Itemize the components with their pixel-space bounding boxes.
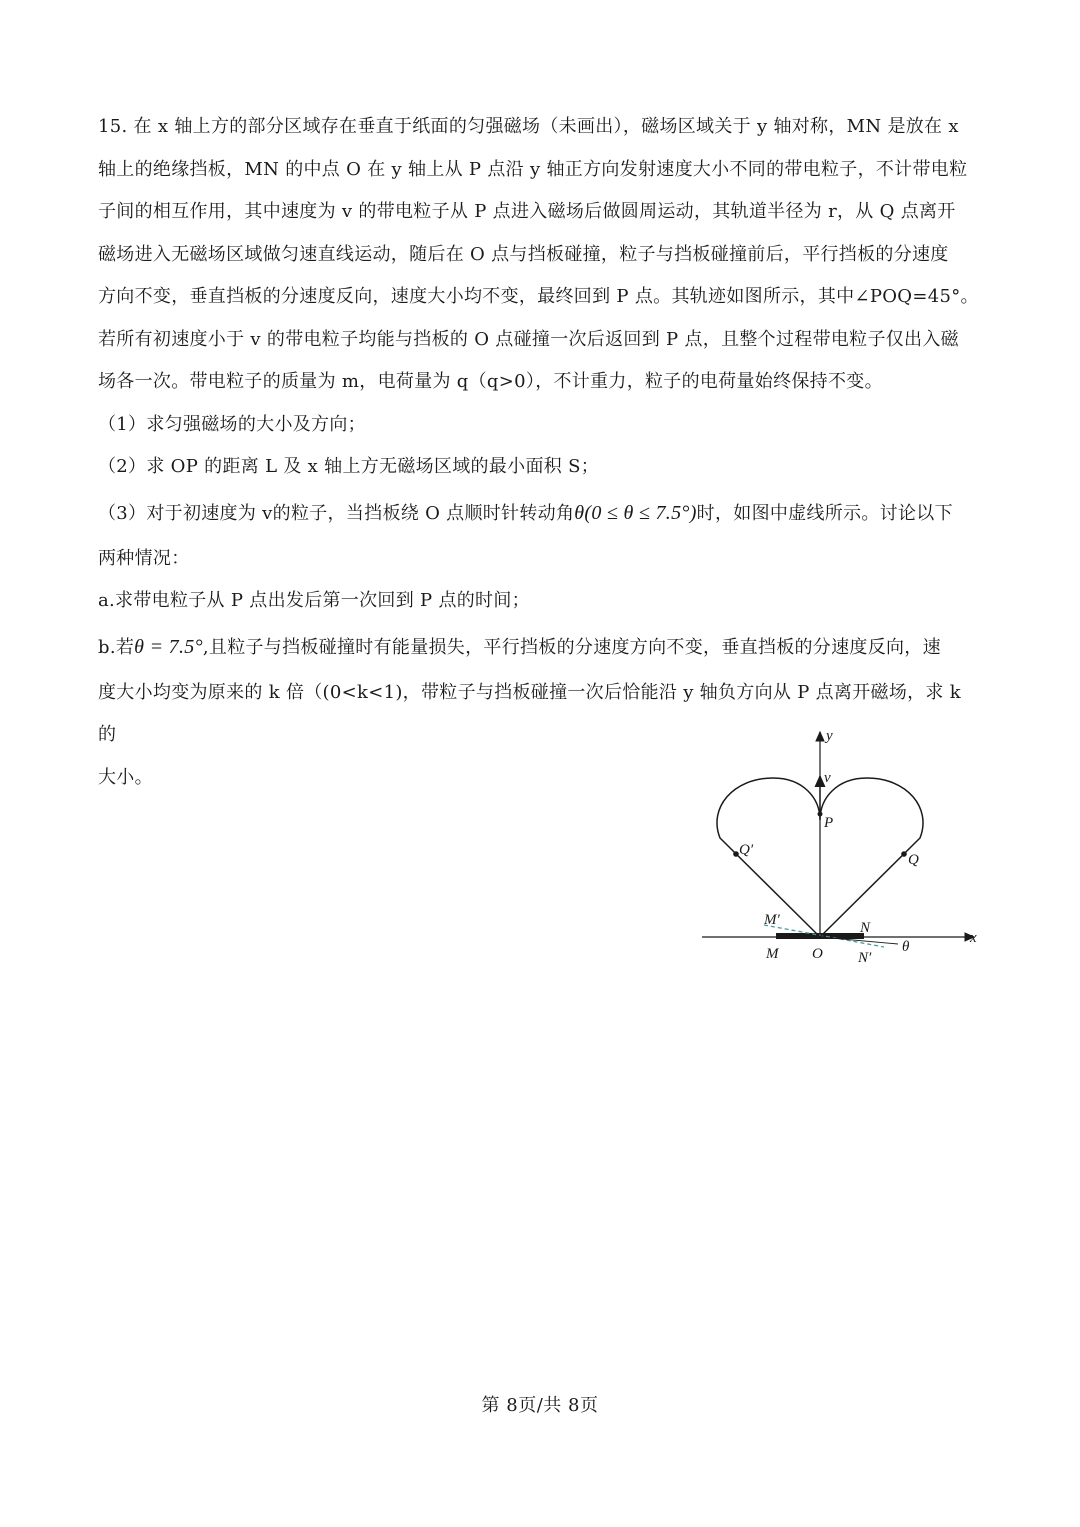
label-M: M	[766, 946, 779, 962]
part-b-prefix: b.若	[98, 636, 135, 658]
part-3-text-end: 时，如图中虚线所示。讨论以下	[696, 502, 953, 524]
point-P	[818, 812, 823, 817]
trajectory-figure	[698, 728, 988, 968]
problem-line: 子间的相互作用，其中速度为 v 的带电粒子从 P 点进入磁场后做圆周运动，其轨道半径为 r，从 Q 点离开	[98, 201, 956, 222]
question-part-3	[98, 489, 982, 538]
label-x: x	[970, 930, 977, 946]
problem-line: 方向不变，垂直挡板的分速度反向，速度大小均不变，最终回到 P 点。其轨迹如图所示，其中∠POQ=45°。	[98, 286, 979, 307]
label-Q: Q	[908, 852, 919, 868]
label-Q-prime: Q′	[739, 842, 754, 858]
question-part-1: （1）求匀强磁场的大小及方向；	[98, 413, 366, 435]
problem-line: 轴上的绝缘挡板，MN 的中点 O 在 y 轴上从 P 点沿 y 轴正方向发射速度大小不同的带电粒子，不计带电粒	[98, 158, 968, 180]
label-v: v	[824, 770, 831, 786]
problem-line: 场各一次。带电粒子的质量为 m，电荷量为 q（q>0），不计重力，粒子的电荷量始终保持不变。	[98, 371, 883, 392]
label-N: N	[860, 920, 871, 936]
label-P: P	[824, 815, 834, 831]
part-b-text: ,且粒子与挡板碰撞时有能量损失，平行挡板的分速度方向不变，垂直挡板的分速度反向，速	[202, 636, 941, 658]
part-b-end: 大小。	[98, 766, 153, 788]
label-M-prime: M′	[764, 912, 780, 928]
question-part-b	[98, 623, 982, 672]
theta-range-formula: θ(0 ≤ θ ≤ 7.5°)	[574, 501, 697, 524]
part-3-continued: 两种情况：	[98, 547, 190, 569]
problem-15	[98, 106, 982, 799]
page-footer: 第 8页/共 8页	[481, 1395, 599, 1416]
question-part-2: （2）求 OP 的距离 L 及 x 轴上方无磁场区域的最小面积 S；	[98, 456, 600, 477]
problem-line: 15. 在 x 轴上方的部分区域存在垂直于纸面的匀强磁场（未画出），磁场区域关于 y 轴对称，MN 是放在 x	[98, 116, 959, 137]
question-part-a: a.求带电粒子从 P 点出发后第一次回到 P 点的时间；	[98, 590, 530, 611]
point-Q	[901, 851, 907, 857]
part-3-text: （3）对于初速度为 v的粒子，当挡板绕 O 点顺时针转动角	[98, 502, 575, 524]
problem-line: 若所有初速度小于 v 的带电粒子均能与挡板的 O 点碰撞一次后返回到 P 点，且整个过程带电粒子仅出入磁	[98, 328, 959, 350]
label-O: O	[812, 946, 823, 962]
label-N-prime: N′	[858, 950, 872, 966]
problem-line: 磁场进入无磁场区域做匀速直线运动，随后在 O 点与挡板碰撞，粒子与挡板碰撞前后，平行挡板的分速度	[98, 243, 949, 265]
label-y: y	[826, 728, 833, 744]
part-b-continued: 度大小均变为原来的 k 倍（(0<k<1)，带粒子与挡板碰撞一次后恰能沿 y 轴负方向从 P 点离开磁场，求 k 的	[98, 681, 961, 745]
point-Q-prime	[733, 851, 739, 857]
label-theta: θ	[902, 939, 910, 955]
trajectory-diagram	[698, 728, 988, 968]
theta-value-formula: θ = 7.5°	[134, 635, 203, 658]
